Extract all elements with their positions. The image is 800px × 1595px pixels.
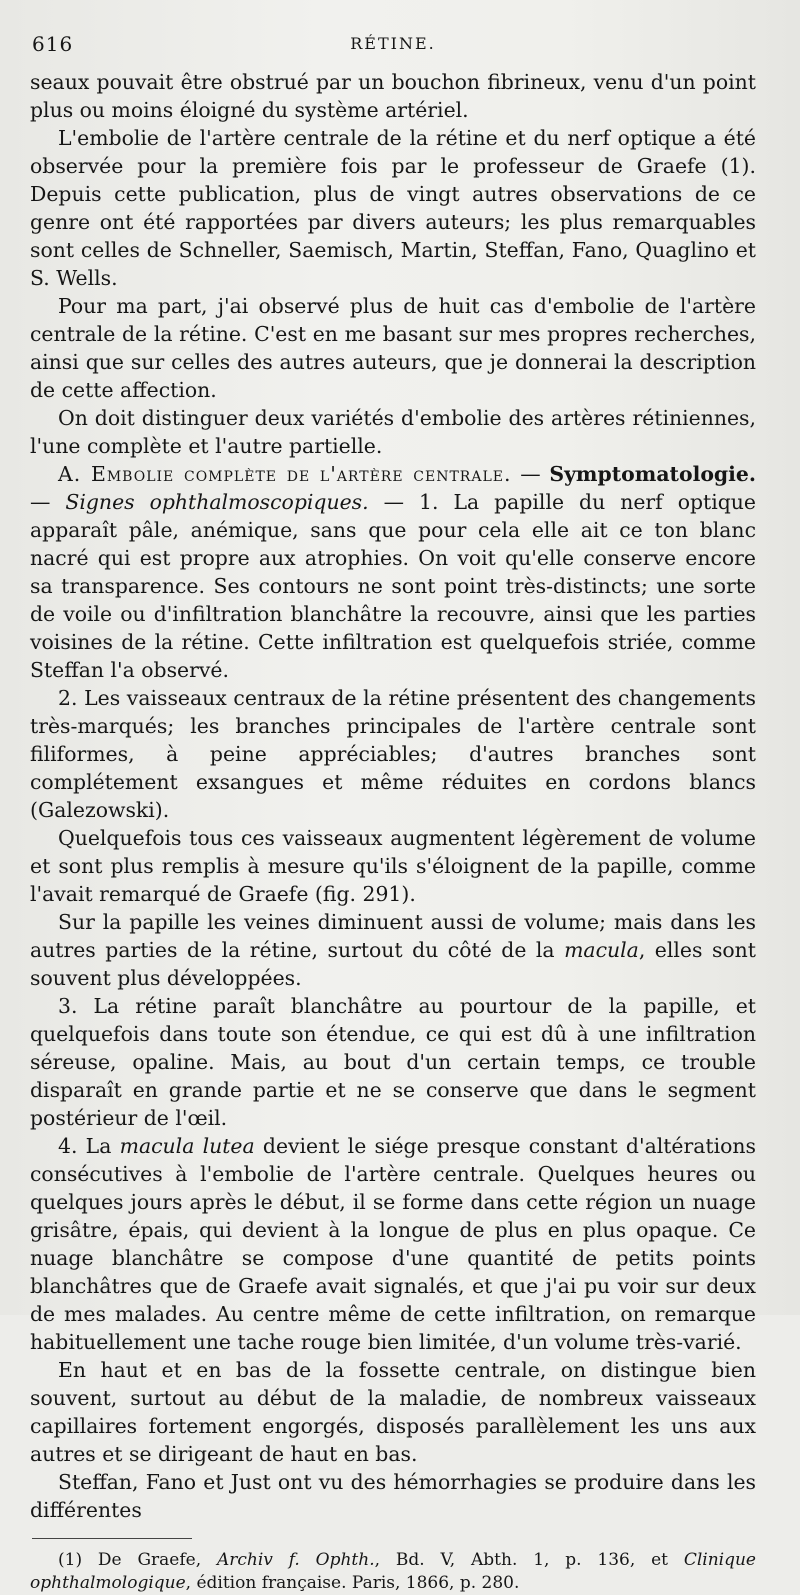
paragraph-3: Pour ma part, j'ai observé plus de huit cas d'embolie de l'artère centrale de la rétine. C'est en me basant sur mes propres recherches, ainsi que sur celles des autres auteurs, que je donnerai la description de cette affection. bbox=[30, 294, 756, 402]
paragraph-10 bbox=[30, 1132, 756, 1356]
text-run: , elles sont souvent plus développées. bbox=[30, 938, 757, 990]
paragraph-11: En haut et en bas de la fossette centrale, on distingue bien souvent, surtout au début de la maladie, de nombreux vaisseaux capillaires fortement engorgés, disposés parallèlement les uns aux autres et se dirigeant de haut en bas. bbox=[30, 1358, 756, 1466]
dash: — bbox=[30, 490, 66, 514]
paragraph-7: Quelquefois tous ces vaisseaux augmentent légèrement de volume et sont plus remplis à mesure qu'ils s'éloignent de la papille, comme l'avait remarqué de Graefe (fig. 291). bbox=[30, 826, 756, 906]
paragraph-9: 3. La rétine paraît blanchâtre au pourtour de la papille, et quelquefois dans toute son étendue, ce qui est dû à une infiltration séreuse, opaline. Mais, au bout d'un certain temps, ce trouble disparaît en grande partie et ne se conserve que dans le segment postérieur de l'œil. bbox=[30, 994, 756, 1130]
running-title: RÉTINE. bbox=[350, 34, 436, 53]
footnote bbox=[30, 1549, 756, 1595]
subheading-symptomatologie: Symptomatologie. bbox=[549, 462, 756, 486]
paragraph-5-text: — 1. La papille du nerf optique apparaît pâle, anémique, sans que pour cela elle ait ce ton blanc nacré qui est propre aux atrophies. On voit qu'elle conserve encore sa transparence. Ses contours ne sont point très-distincts; une sorte de voile ou d'infiltration blanchâtre la recouvre, ainsi que les parties voisines de la rétine. Cette infiltration est quelquefois striée, comme Steffan l'a observé. bbox=[30, 490, 756, 682]
text-run: 4. La bbox=[58, 1134, 120, 1158]
page-number: 616 bbox=[32, 32, 74, 56]
paragraph-6: 2. Les vaisseaux centraux de la rétine présentent des changements très-marqués; les branches principales de l'artère centrale sont filiformes, à peine appréciables; d'autres branches sont complétement exsangues et même réduites en cordons blancs (Galezowski). bbox=[30, 686, 756, 822]
page-header bbox=[30, 28, 756, 62]
term-macula-lutea: macula lutea bbox=[119, 1134, 255, 1158]
text-run: (1) De Graefe, bbox=[58, 1550, 217, 1570]
paragraph-5 bbox=[30, 460, 756, 684]
paragraph-4: On doit distinguer deux variétés d'embolie des artères rétiniennes, l'une complète et l'autre partielle. bbox=[30, 406, 756, 458]
text-run: Sur la papille les veines diminuent aussi de volume; mais dans les autres parties de la rétine, surtout du côté de la bbox=[30, 910, 756, 962]
text-run: , édition française. Paris, 1866, p. 280. bbox=[185, 1573, 520, 1593]
text-run: , Bd. V, Abth. 1, p. 136, et bbox=[374, 1550, 684, 1570]
subheading-signes: Signes ophthalmoscopiques. bbox=[65, 490, 369, 514]
body-text bbox=[30, 68, 756, 1524]
paragraph-1: seaux pouvait être obstrué par un bouchon fibrineux, venu d'un point plus ou moins éloigné du système artériel. bbox=[30, 70, 756, 122]
footnote-divider bbox=[32, 1538, 192, 1539]
term-macula: macula bbox=[564, 938, 639, 962]
paragraph-12: Steffan, Fano et Just ont vu des hémorrhagies se produire dans les différentes bbox=[30, 1470, 756, 1522]
citation-archiv: Archiv f. Ophth. bbox=[216, 1550, 375, 1570]
citation-clinique: Clinique ophthalmologique bbox=[30, 1550, 756, 1593]
section-heading: A. Embolie complète de l'artère centrale. bbox=[58, 462, 512, 486]
dash: — bbox=[511, 462, 550, 486]
paragraph-8 bbox=[30, 908, 756, 992]
paragraph-2: L'embolie de l'artère centrale de la rétine et du nerf optique a été observée pour la première fois par le professeur de Graefe (1). Depuis cette publication, plus de vingt autres observations de ce genre ont été rapportées par divers auteurs; les plus remarquables sont celles de Schneller, Saemisch, Martin, Steffan, Fano, Quaglino et S. Wells. bbox=[30, 126, 756, 290]
text-run: devient le siége presque constant d'altérations consécutives à l'embolie de l'artère centrale. Quelques heures ou quelques jours après le début, il se forme dans cette région un nuage grisâtre, épais, qui devient à la longue de plus en plus opaque. Ce nuage blanchâtre se compose d'une quantité de petits points blanchâtres que de Graefe avait signalés, et que j'ai pu voir sur deux de mes malades. Au centre même de cette infiltration, on remarque habituellement une tache rouge bien limitée, d'un volume très-varié. bbox=[30, 1134, 756, 1354]
